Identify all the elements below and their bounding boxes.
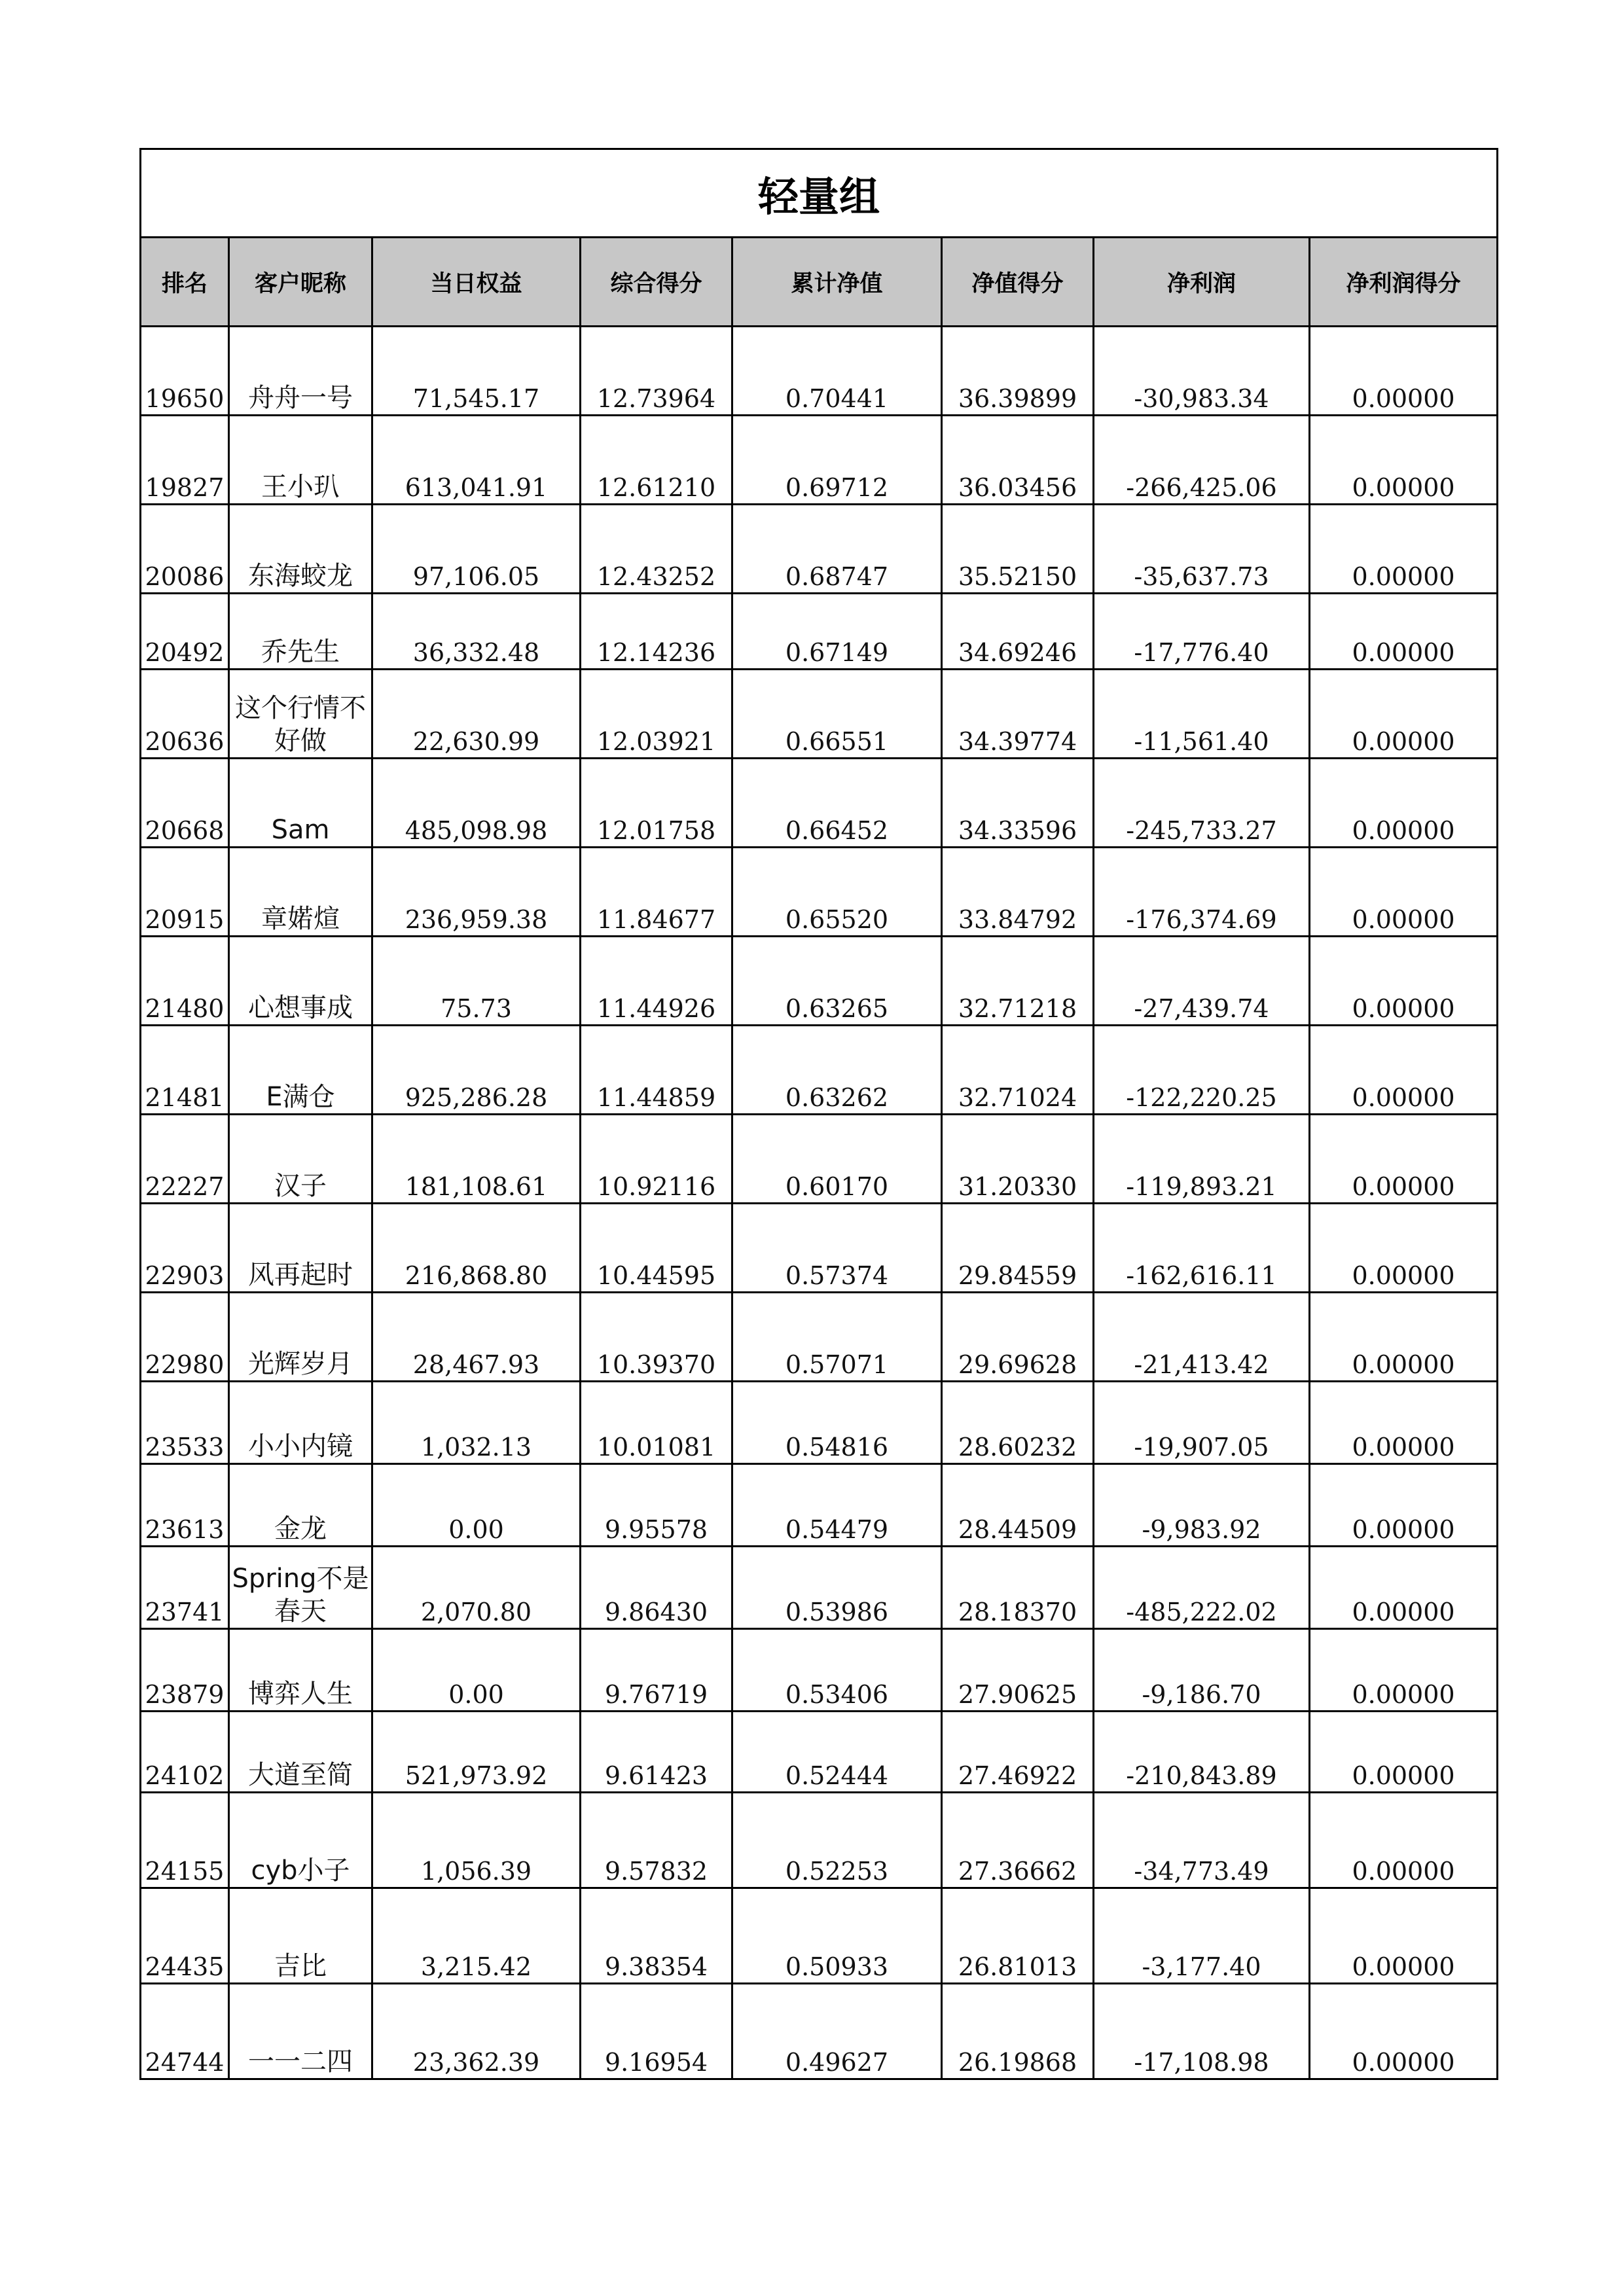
table-row xyxy=(141,1026,1498,1115)
cell-net-value: 0.63262 xyxy=(732,1026,942,1115)
cell-total-score: 10.44595 xyxy=(581,1204,732,1293)
cell-total-score: 12.03921 xyxy=(581,670,732,759)
cell-equity: 23,362.39 xyxy=(372,1984,581,2079)
cell-net-value-score: 27.90625 xyxy=(942,1629,1094,1712)
table-row xyxy=(141,1464,1498,1547)
cell-nickname: 金龙 xyxy=(229,1464,372,1547)
cell-net-profit: -35,637.73 xyxy=(1094,505,1310,594)
column-header-equity: 当日权益 xyxy=(372,238,581,327)
table-row xyxy=(141,759,1498,848)
column-header-nickname: 客户昵称 xyxy=(229,238,372,327)
cell-net-profit: -17,776.40 xyxy=(1094,594,1310,670)
cell-net-profit-score: 0.00000 xyxy=(1310,670,1498,759)
cell-rank: 23613 xyxy=(141,1464,229,1547)
cell-total-score: 11.44926 xyxy=(581,937,732,1026)
cell-net-profit-score: 0.00000 xyxy=(1310,1204,1498,1293)
cell-net-profit: -34,773.49 xyxy=(1094,1793,1310,1888)
cell-net-profit-score: 0.00000 xyxy=(1310,1984,1498,2079)
cell-rank: 21480 xyxy=(141,937,229,1026)
cell-net-value-score: 36.03456 xyxy=(942,416,1094,505)
cell-equity: 0.00 xyxy=(372,1464,581,1547)
cell-net-profit: -210,843.89 xyxy=(1094,1712,1310,1793)
cell-net-value: 0.54479 xyxy=(732,1464,942,1547)
cell-net-profit: -17,108.98 xyxy=(1094,1984,1310,2079)
table-row xyxy=(141,848,1498,937)
cell-equity: 22,630.99 xyxy=(372,670,581,759)
cell-nickname: 这个行情不好做 xyxy=(229,670,372,759)
cell-net-profit: -11,561.40 xyxy=(1094,670,1310,759)
cell-nickname: 东海蛟龙 xyxy=(229,505,372,594)
cell-rank: 24435 xyxy=(141,1888,229,1984)
cell-net-value-score: 27.46922 xyxy=(942,1712,1094,1793)
cell-net-value-score: 32.71218 xyxy=(942,937,1094,1026)
cell-total-score: 12.43252 xyxy=(581,505,732,594)
cell-net-value-score: 29.69628 xyxy=(942,1293,1094,1382)
cell-rank: 23533 xyxy=(141,1382,229,1464)
cell-rank: 19650 xyxy=(141,327,229,416)
cell-net-profit-score: 0.00000 xyxy=(1310,416,1498,505)
cell-net-value-score: 27.36662 xyxy=(942,1793,1094,1888)
table-row xyxy=(141,1115,1498,1204)
column-header-net-value: 累计净值 xyxy=(732,238,942,327)
table-row xyxy=(141,670,1498,759)
cell-net-value-score: 26.81013 xyxy=(942,1888,1094,1984)
cell-rank: 22980 xyxy=(141,1293,229,1382)
cell-net-profit-score: 0.00000 xyxy=(1310,1888,1498,1984)
cell-net-profit: -27,439.74 xyxy=(1094,937,1310,1026)
table-row xyxy=(141,1547,1498,1629)
cell-total-score: 10.01081 xyxy=(581,1382,732,1464)
cell-equity: 216,868.80 xyxy=(372,1204,581,1293)
cell-nickname: Spring不是春天 xyxy=(229,1547,372,1629)
cell-net-profit: -30,983.34 xyxy=(1094,327,1310,416)
cell-total-score: 9.86430 xyxy=(581,1547,732,1629)
cell-net-profit: -162,616.11 xyxy=(1094,1204,1310,1293)
cell-total-score: 11.44859 xyxy=(581,1026,732,1115)
cell-nickname: 汉子 xyxy=(229,1115,372,1204)
cell-total-score: 12.61210 xyxy=(581,416,732,505)
cell-net-value-score: 28.44509 xyxy=(942,1464,1094,1547)
cell-equity: 236,959.38 xyxy=(372,848,581,937)
cell-net-profit-score: 0.00000 xyxy=(1310,1712,1498,1793)
header-row xyxy=(141,238,1498,327)
cell-rank: 23741 xyxy=(141,1547,229,1629)
cell-net-value-score: 35.52150 xyxy=(942,505,1094,594)
cell-net-value: 0.52444 xyxy=(732,1712,942,1793)
cell-equity: 2,070.80 xyxy=(372,1547,581,1629)
cell-net-value-score: 31.20330 xyxy=(942,1115,1094,1204)
table-row xyxy=(141,594,1498,670)
cell-rank: 24155 xyxy=(141,1793,229,1888)
cell-net-value-score: 28.18370 xyxy=(942,1547,1094,1629)
cell-net-value: 0.70441 xyxy=(732,327,942,416)
cell-net-value-score: 36.39899 xyxy=(942,327,1094,416)
table-row xyxy=(141,1984,1498,2079)
cell-net-value: 0.60170 xyxy=(732,1115,942,1204)
cell-net-value-score: 34.33596 xyxy=(942,759,1094,848)
cell-net-value-score: 34.39774 xyxy=(942,670,1094,759)
cell-rank: 20492 xyxy=(141,594,229,670)
cell-net-value-score: 33.84792 xyxy=(942,848,1094,937)
cell-nickname: cyb小子 xyxy=(229,1793,372,1888)
table-body xyxy=(141,327,1498,2079)
table-row xyxy=(141,1204,1498,1293)
cell-nickname: 小小内镜 xyxy=(229,1382,372,1464)
cell-total-score: 10.39370 xyxy=(581,1293,732,1382)
cell-net-value: 0.49627 xyxy=(732,1984,942,2079)
cell-net-profit: -9,186.70 xyxy=(1094,1629,1310,1712)
cell-net-value: 0.67149 xyxy=(732,594,942,670)
cell-net-profit-score: 0.00000 xyxy=(1310,327,1498,416)
cell-nickname: Sam xyxy=(229,759,372,848)
cell-total-score: 12.01758 xyxy=(581,759,732,848)
cell-net-profit-score: 0.00000 xyxy=(1310,505,1498,594)
cell-net-profit: -21,413.42 xyxy=(1094,1293,1310,1382)
cell-net-profit: -245,733.27 xyxy=(1094,759,1310,848)
cell-net-profit-score: 0.00000 xyxy=(1310,1382,1498,1464)
cell-equity: 75.73 xyxy=(372,937,581,1026)
cell-nickname: 心想事成 xyxy=(229,937,372,1026)
cell-net-value: 0.63265 xyxy=(732,937,942,1026)
cell-net-profit-score: 0.00000 xyxy=(1310,1629,1498,1712)
cell-total-score: 10.92116 xyxy=(581,1115,732,1204)
cell-equity: 97,106.05 xyxy=(372,505,581,594)
cell-net-profit: -176,374.69 xyxy=(1094,848,1310,937)
cell-net-value-score: 32.71024 xyxy=(942,1026,1094,1115)
cell-total-score: 9.38354 xyxy=(581,1888,732,1984)
cell-nickname: 博弈人生 xyxy=(229,1629,372,1712)
cell-net-profit-score: 0.00000 xyxy=(1310,594,1498,670)
column-header-net-profit: 净利润 xyxy=(1094,238,1310,327)
cell-total-score: 9.57832 xyxy=(581,1793,732,1888)
cell-net-value: 0.53986 xyxy=(732,1547,942,1629)
cell-net-value: 0.66551 xyxy=(732,670,942,759)
cell-rank: 20668 xyxy=(141,759,229,848)
cell-equity: 3,215.42 xyxy=(372,1888,581,1984)
cell-net-profit: -19,907.05 xyxy=(1094,1382,1310,1464)
table-row xyxy=(141,327,1498,416)
cell-net-value: 0.50933 xyxy=(732,1888,942,1984)
cell-net-value: 0.69712 xyxy=(732,416,942,505)
cell-equity: 485,098.98 xyxy=(372,759,581,848)
column-header-net-profit-score: 净利润得分 xyxy=(1310,238,1498,327)
cell-rank: 20636 xyxy=(141,670,229,759)
cell-nickname: 章婼煊 xyxy=(229,848,372,937)
column-header-net-value-score: 净值得分 xyxy=(942,238,1094,327)
cell-rank: 20915 xyxy=(141,848,229,937)
cell-net-profit: -9,983.92 xyxy=(1094,1464,1310,1547)
cell-net-value: 0.65520 xyxy=(732,848,942,937)
cell-net-value: 0.68747 xyxy=(732,505,942,594)
cell-equity: 1,032.13 xyxy=(372,1382,581,1464)
cell-net-value: 0.53406 xyxy=(732,1629,942,1712)
cell-nickname: 舟舟一号 xyxy=(229,327,372,416)
cell-equity: 28,467.93 xyxy=(372,1293,581,1382)
cell-net-profit: -119,893.21 xyxy=(1094,1115,1310,1204)
cell-total-score: 11.84677 xyxy=(581,848,732,937)
cell-net-value-score: 29.84559 xyxy=(942,1204,1094,1293)
cell-net-profit-score: 0.00000 xyxy=(1310,759,1498,848)
cell-equity: 521,973.92 xyxy=(372,1712,581,1793)
cell-total-score: 9.16954 xyxy=(581,1984,732,2079)
cell-net-profit-score: 0.00000 xyxy=(1310,1793,1498,1888)
cell-net-profit-score: 0.00000 xyxy=(1310,1293,1498,1382)
cell-nickname: 光辉岁月 xyxy=(229,1293,372,1382)
table-row xyxy=(141,1712,1498,1793)
cell-total-score: 9.95578 xyxy=(581,1464,732,1547)
cell-net-value-score: 34.69246 xyxy=(942,594,1094,670)
cell-total-score: 12.14236 xyxy=(581,594,732,670)
cell-equity: 181,108.61 xyxy=(372,1115,581,1204)
cell-equity: 71,545.17 xyxy=(372,327,581,416)
cell-nickname: 乔先生 xyxy=(229,594,372,670)
cell-equity: 613,041.91 xyxy=(372,416,581,505)
table-row xyxy=(141,1382,1498,1464)
cell-net-profit: -122,220.25 xyxy=(1094,1026,1310,1115)
title-row xyxy=(141,149,1498,238)
cell-equity: 36,332.48 xyxy=(372,594,581,670)
cell-rank: 21481 xyxy=(141,1026,229,1115)
cell-net-profit-score: 0.00000 xyxy=(1310,1464,1498,1547)
table-row xyxy=(141,937,1498,1026)
cell-net-value-score: 28.60232 xyxy=(942,1382,1094,1464)
cell-equity: 0.00 xyxy=(372,1629,581,1712)
column-header-rank: 排名 xyxy=(141,238,229,327)
cell-nickname: 一一二四 xyxy=(229,1984,372,2079)
cell-net-profit: -485,222.02 xyxy=(1094,1547,1310,1629)
table-row xyxy=(141,416,1498,505)
table-row xyxy=(141,1793,1498,1888)
cell-net-profit-score: 0.00000 xyxy=(1310,1115,1498,1204)
cell-net-profit-score: 0.00000 xyxy=(1310,1026,1498,1115)
table-row xyxy=(141,1629,1498,1712)
cell-rank: 23879 xyxy=(141,1629,229,1712)
table-title: 轻量组 xyxy=(141,149,1498,238)
cell-nickname: E满仓 xyxy=(229,1026,372,1115)
cell-nickname: 吉比 xyxy=(229,1888,372,1984)
cell-net-value: 0.57071 xyxy=(732,1293,942,1382)
cell-total-score: 12.73964 xyxy=(581,327,732,416)
table-row xyxy=(141,1293,1498,1382)
cell-total-score: 9.61423 xyxy=(581,1712,732,1793)
cell-equity: 1,056.39 xyxy=(372,1793,581,1888)
cell-net-profit: -3,177.40 xyxy=(1094,1888,1310,1984)
cell-net-value: 0.54816 xyxy=(732,1382,942,1464)
cell-rank: 22227 xyxy=(141,1115,229,1204)
cell-nickname: 王小玐 xyxy=(229,416,372,505)
cell-net-value: 0.52253 xyxy=(732,1793,942,1888)
cell-rank: 20086 xyxy=(141,505,229,594)
cell-net-profit: -266,425.06 xyxy=(1094,416,1310,505)
column-header-total-score: 综合得分 xyxy=(581,238,732,327)
table-row xyxy=(141,505,1498,594)
cell-net-value: 0.66452 xyxy=(732,759,942,848)
cell-nickname: 风再起时 xyxy=(229,1204,372,1293)
cell-net-value: 0.57374 xyxy=(732,1204,942,1293)
cell-rank: 24102 xyxy=(141,1712,229,1793)
ranking-table xyxy=(139,148,1498,2080)
cell-nickname: 大道至简 xyxy=(229,1712,372,1793)
cell-net-profit-score: 0.00000 xyxy=(1310,937,1498,1026)
cell-rank: 22903 xyxy=(141,1204,229,1293)
cell-rank: 24744 xyxy=(141,1984,229,2079)
cell-total-score: 9.76719 xyxy=(581,1629,732,1712)
cell-equity: 925,286.28 xyxy=(372,1026,581,1115)
cell-net-profit-score: 0.00000 xyxy=(1310,1547,1498,1629)
cell-net-value-score: 26.19868 xyxy=(942,1984,1094,2079)
cell-net-profit-score: 0.00000 xyxy=(1310,848,1498,937)
table-row xyxy=(141,1888,1498,1984)
cell-rank: 19827 xyxy=(141,416,229,505)
